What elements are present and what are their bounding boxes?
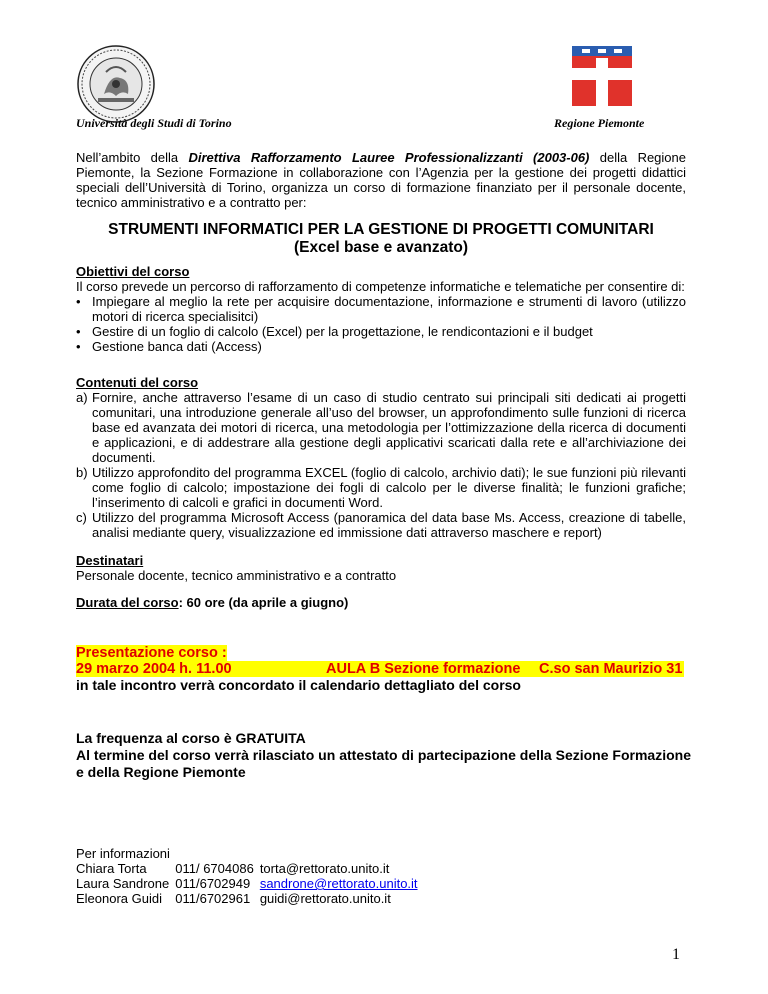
objectives-heading: Obiettivi del corso	[76, 264, 190, 279]
objective-item: • Impiegare al meglio la rete per acquisire documentazione, informazione e strumenti di lavoro (utilizzo motori di ricerca specialisitci)	[76, 294, 686, 324]
objective-item: • Gestire di un foglio di calcolo (Excel) per la progettazione, le rendicontazioni e il budget	[76, 324, 686, 339]
contact-name: Eleonora Guidi	[76, 891, 162, 906]
presentation-section	[76, 645, 691, 693]
directive-name: Direttiva Rafforzamento Lauree Professionalizzanti (2003-06)	[188, 150, 590, 165]
contact-row	[76, 891, 424, 906]
contact-phone: 011/6702949	[175, 876, 251, 891]
contact-phone: 011/6702961	[175, 891, 251, 906]
info-section	[76, 846, 424, 906]
intro-suffix: della Regione Piemonte, la Sezione Formazione in collaborazione con l’Agenzia per la gestione dei progetti didattici speciali dell’Università di Torino, organizza un corso di formazione finanziato per il personale docente, tecnico amministrativo e a contratto per:	[76, 150, 686, 210]
objectives-section	[76, 264, 686, 354]
content-item-text: Fornire, anche attraverso l’esame di un caso di studio centrato sui principali siti dedicati ai progetti comunitari, una introduzione generale all’uso del browser, un approfondimento sulle funzioni di ricerca base ed avanzata dei motori di ricerca, una metodologia per l’ottimizzazione della ricerca di documenti e applicazioni, e di addestrare alla gestione degli applicativi scaricati dalla rete e all’archiviazione dei documenti.	[92, 390, 686, 465]
duration-value: : 60 ore (da aprile a giugno)	[178, 595, 349, 610]
content-item-text: Utilizzo approfondito del programma EXCEL (foglio di calcolo, archivio dati); le sue funzioni più rilevanti come foglio di calcolo; impostazione dei fogli di calcolo per le diverse finalità; le funzioni grafiche; l’inserimento di calcoli e grafici in documenti Word.	[92, 465, 686, 510]
contents-heading: Contenuti del corso	[76, 375, 199, 390]
content-item	[76, 510, 686, 540]
contact-phone: 011/ 6704086	[175, 861, 254, 876]
intro-paragraph	[76, 150, 686, 210]
contents-section	[76, 375, 686, 540]
notice-section	[76, 730, 691, 781]
intro-prefix: Nell’ambito della	[76, 150, 189, 165]
contact-email: guidi@rettorato.unito.it	[259, 891, 391, 906]
audience-heading: Destinatari	[76, 553, 144, 568]
contacts-table	[76, 861, 424, 906]
audience-text: Personale docente, tecnico amministrativo e a contratto	[76, 568, 397, 583]
university-caption: Università degli Studi di Torino	[76, 116, 232, 130]
university-seal-logo	[76, 44, 156, 124]
objectives-intro: Il corso prevede un percorso di rafforzamento di competenze informatiche e telematiche per consentire di:	[76, 279, 685, 294]
content-item-marker: a)	[76, 390, 88, 405]
presentation-address: C.so san Maurizio 31	[539, 661, 683, 677]
duration-line	[76, 595, 686, 610]
contact-email-link[interactable]: sandrone@rettorato.unito.it	[259, 876, 418, 891]
contact-name: Laura Sandrone	[76, 876, 170, 891]
course-title-line2: (Excel base e avanzato)	[293, 239, 469, 256]
presentation-date: 29 marzo 2004 h. 11.00	[76, 661, 232, 677]
duration-label: Durata del corso	[76, 595, 179, 610]
content-item	[76, 390, 686, 465]
free-course-notice: La frequenza al corso è GRATUITA	[76, 730, 306, 746]
audience-section	[76, 553, 686, 583]
objective-item: • Gestione banca dati (Access)	[76, 339, 686, 354]
certificate-notice: Al termine del corso verrà rilasciato un attestato di partecipazione della Sezione Formazione e della Regione Piemonte	[76, 747, 691, 780]
presentation-heading: Presentazione corso :	[76, 645, 227, 661]
presentation-note: in tale incontro verrà concordato il calendario dettagliato del corso	[76, 677, 521, 693]
course-title	[76, 221, 686, 257]
info-heading: Per informazioni	[76, 846, 170, 861]
page-number: 1	[672, 946, 680, 963]
presentation-details	[76, 661, 684, 677]
regione-piemonte-flag-logo	[572, 46, 632, 106]
course-title-line1: STRUMENTI INFORMATICI PER LA GESTIONE DI PROGETTI COMUNITARI	[108, 221, 654, 238]
contact-row	[76, 861, 424, 876]
content-item	[76, 465, 686, 510]
contact-row	[76, 876, 424, 891]
region-caption: Regione Piemonte	[554, 116, 645, 130]
content-item-text: Utilizzo del programma Microsoft Access (panoramica del data base Ms. Access, creazione di tabelle, analisi mediante query, visualizzazione ed immissione dati attraverso maschere e report)	[92, 510, 686, 540]
presentation-room: AULA B Sezione formazione	[326, 661, 521, 677]
content-item-marker: c)	[76, 510, 87, 525]
contact-email: torta@rettorato.unito.it	[259, 861, 390, 876]
content-item-marker: b)	[76, 465, 88, 480]
contact-name: Chiara Torta	[76, 861, 147, 876]
